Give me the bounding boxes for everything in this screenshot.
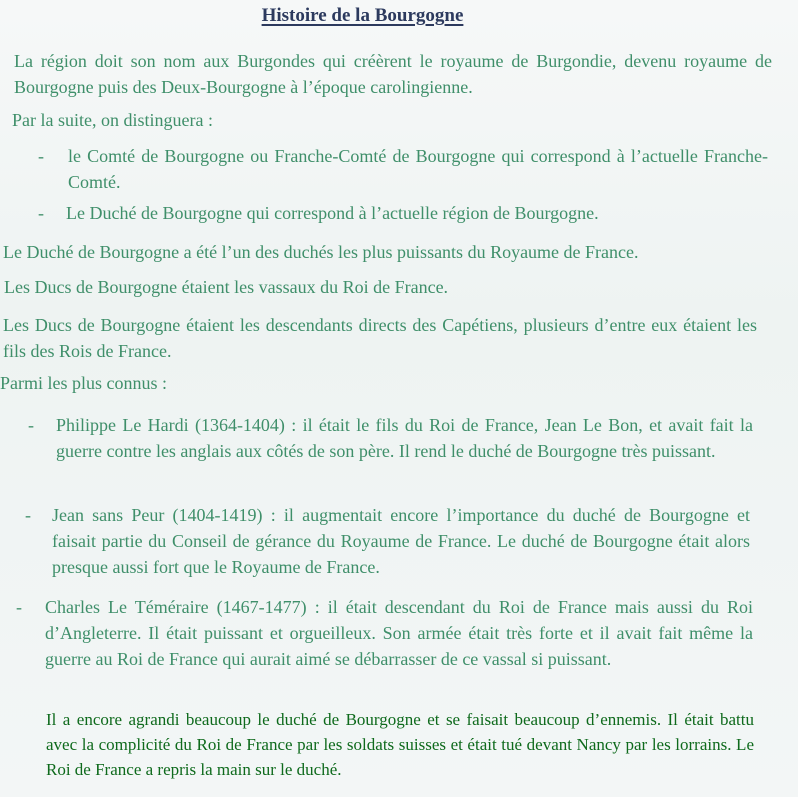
duke-philippe: Philippe Le Hardi (1364-1404) : il était le fils du Roi de France, Jean Le Bon, et avait fait la guerre contre les anglais aux côtés de son père. Il rend le duché de Bourgogne très puissant. <box>56 415 753 461</box>
para-vassaux: Les Ducs de Bourgogne étaient les vassaux du Roi de France. <box>4 277 449 297</box>
intro-paragraph: La région doit son nom aux Burgondes qui créèrent le royaume de Burgondie, devenu royaume de Bourgogne puis des Deux-Bourgogne à l’époque carolingienne. <box>14 51 772 97</box>
duke-jean: Jean sans Peur (1404-1419) : il augmentait encore l’importance du duché de Bourgogne et faisait partie du Conseil de gérance du Royaume de France. Le duché de Bourgogne était alors presque aussi fort que le Royaume de France. <box>52 505 750 577</box>
para-capetiens: Les Ducs de Bourgogne étaient les descendants directs des Capétiens, plusieurs d’entre eux étaient les fils des Rois de France. <box>3 315 757 361</box>
list-item-comte: le Comté de Bourgogne ou Franche-Comté de Bourgogne qui correspond à l’actuelle Franche-Comté. <box>68 146 768 192</box>
bullet-dash: - <box>38 146 44 166</box>
bullet-dash: - <box>16 597 22 617</box>
duke-charles: Charles Le Téméraire (1467-1477) : il était descendant du Roi de France mais aussi du Roi d’Angleterre. Il était puissant et orgueilleux. Son armée était très forte et il avait fait même la guerre au Roi de France qui aurait aimé se débarrasser de ce vassal si puissant. <box>45 597 753 669</box>
bullet-dash: - <box>38 203 44 223</box>
bullet-dash: - <box>25 505 31 525</box>
page-title: Histoire de la Bourgogne <box>261 5 464 26</box>
parmi-label: Parmi les plus connus : <box>0 373 167 393</box>
para-duche-puissant: Le Duché de Bourgogne a été l’un des duchés les plus puissants du Royaume de France. <box>3 242 639 262</box>
suite-label: Par la suite, on distinguera : <box>12 110 213 130</box>
bullet-dash: - <box>28 415 34 435</box>
conclusion-paragraph: Il a encore agrandi beaucoup le duché de Bourgogne et se faisait beaucoup d’ennemis. Il était battu avec la complicité du Roi de France par les soldats suisses et était tué devant Nancy par les lorrains. Le Roi de France a repris la main sur le duché. <box>46 710 754 779</box>
list-item-duche: Le Duché de Bourgogne qui correspond à l’actuelle région de Bourgogne. <box>66 203 599 223</box>
